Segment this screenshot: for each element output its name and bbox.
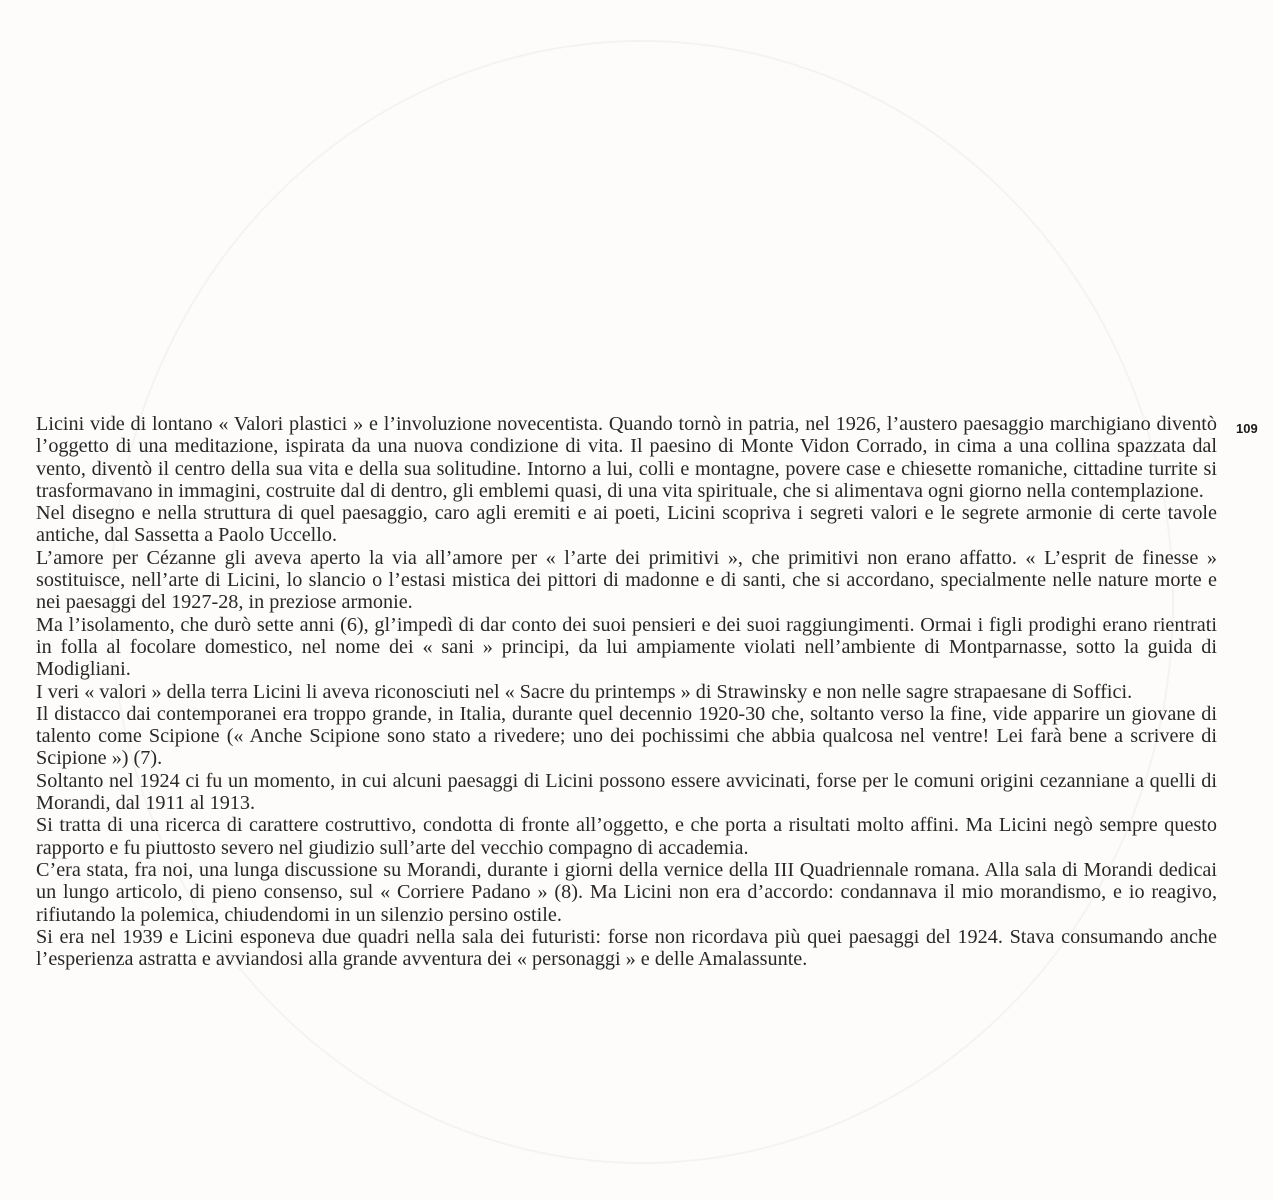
paragraph-4: Ma l’isolamento, che durò sette anni (6), gl’impedì di dar conto dei suoi pensieri e dei suoi raggiungimenti. Ormai i figli prodighi erano rientrati in folla al focolare domestico, nel nome dei « sani » principi, da lui ampiamente violati nell’ambiente di Montparnasse, sotto la guida di Modigliani. bbox=[36, 613, 1217, 681]
paragraph-10: Si era nel 1939 e Licini esponeva due quadri nella sala dei futuristi: forse non ricordava più quei paesaggi del 1924. Stava consumando anche l’esperienza astratta e avviandosi alla grande avventura dei « personaggi » e delle Amalassunte. bbox=[36, 925, 1217, 971]
paragraph-1: Licini vide di lontano « Valori plastici » e l’involuzione novecentista. Quando tornò in patria, nel 1926, l’austero paesaggio marchigiano diventò l’oggetto di una meditazione, ispirata da una nuova condizione di vita. Il paesino di Monte Vidon Corrado, in cima a una collina spazzata dal vento, diventò il centro della sua vita e della sua solitudine. Intorno a lui, colli e montagne, povere case e chiesette romaniche, cittadine turrite si trasformavano in immagini, costruite dal di dentro, gli emblemi quasi, di una vita spirituale, che si alimentava ogni giorno nella contemplazione. bbox=[36, 413, 1217, 502]
paragraph-2: Nel disegno e nella struttura di quel paesaggio, caro agli eremiti e ai poeti, Licini scopriva i segreti valori e le segrete armonie di certe tavole antiche, dal Sassetta a Paolo Uccello. bbox=[36, 502, 1217, 547]
page-number: 109 bbox=[1236, 421, 1258, 436]
paragraph-8: Si tratta di una ricerca di carattere costruttivo, condotta di fronte all’oggetto, e che porta a risultati molto affini. Ma Licini negò sempre questo rapporto e fu piuttosto severo nel giudizio sull’arte del vecchio compagno di accademia. bbox=[36, 814, 1217, 859]
paragraph-7: Soltanto nel 1924 ci fu un momento, in cui alcuni paesaggi di Licini possono essere avvicinati, forse per le comuni origini cezanniane a quelli di Morandi, dal 1911 al 1913. bbox=[36, 769, 1217, 815]
body-text bbox=[36, 413, 1217, 970]
paragraph-6: Il distacco dai contemporanei era troppo grande, in Italia, durante quel decennio 1920-30 che, soltanto verso la fine, vide apparire un giovane di talento come Scipione (« Anche Scipione sono stato a rivedere; uno dei pochissimi che abbia qualcosa nel ventre! Lei farà bene a scrivere di Scipione ») (7). bbox=[36, 702, 1217, 770]
paragraph-5: I veri « valori » della terra Licini li aveva riconosciuti nel « Sacre du printemps » di Strawinsky e non nelle sagre strapaesane di Soffici. bbox=[36, 680, 1133, 703]
paragraph-3: L’amore per Cézanne gli aveva aperto la via all’amore per « l’arte dei primitivi », che primitivi non erano affatto. « L’esprit de finesse » sostituisce, nell’arte di Licini, lo slancio o l’estasi mistica dei pittori di madonne e di santi, che si accordano, specialmente nelle nature morte e nei paesaggi del 1927-28, in preziose armonie. bbox=[36, 546, 1217, 614]
paragraph-9: C’era stata, fra noi, una lunga discussione su Morandi, durante i giorni della vernice della III Quadriennale romana. Alla sala di Morandi dedicai un lungo articolo, di pieno consenso, sul « Corriere Padano » (8). Ma Licini non era d’accordo: condannava il mio morandismo, e io reagivo, rifiutando la polemica, chiudendomi in un silenzio persino ostile. bbox=[36, 858, 1217, 926]
